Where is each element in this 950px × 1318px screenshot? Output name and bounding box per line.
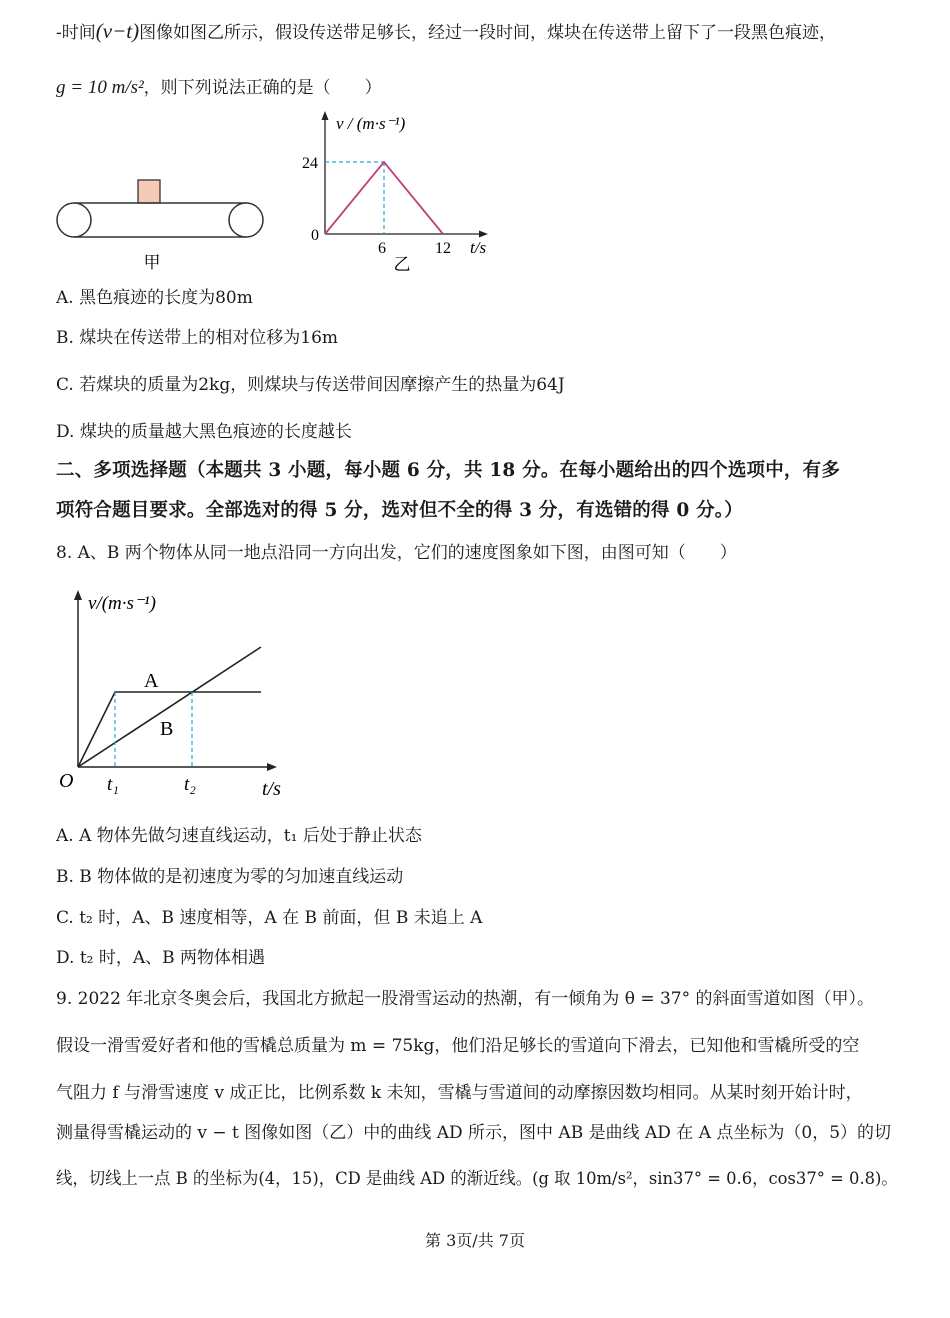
q8-y-arrow (74, 590, 82, 600)
q7-option-c: C. 若煤块的质量为2kg，则煤块与传送带间因摩擦产生的热量为64J (56, 375, 565, 395)
x-tick-12: 12 (435, 240, 451, 257)
q8-x-arrow (267, 763, 277, 771)
t2-label: t₂ (184, 774, 196, 795)
q8-y-label: v/(m·s⁻¹) (88, 593, 156, 614)
t1-label: t₁ (107, 774, 119, 795)
vt-graph-yi (292, 108, 507, 278)
q8-x-label: t/s (262, 778, 281, 800)
fig-jia-caption: 甲 (143, 253, 161, 273)
right-pulley (229, 203, 263, 237)
q8-vt-graph (55, 585, 300, 805)
q8-option-d: D. t₂ 时，A、B 两物体相遇 (56, 948, 266, 968)
q8-stem: 8. A、B 两个物体从同一地点沿同一方向出发，它们的速度图象如下图，由图可知（ ） (56, 543, 737, 563)
conveyor-figure (50, 172, 275, 277)
intro-prefix: -时间 (56, 23, 96, 43)
q7-option-a: A. 黑色痕迹的长度为80m (56, 288, 253, 308)
q8-option-c: C. t₂ 时，A、B 速度相等，A 在 B 前面，但 B 未追上 A (56, 908, 483, 928)
section2-heading-line2: 项符合题目要求。全部选对的得 5 分，选对但不全的得 3 分，有选错的得 0 分。） (56, 500, 743, 521)
label-b: B (160, 718, 174, 740)
q8-origin: O (59, 770, 74, 792)
left-pulley (57, 203, 91, 237)
fig-yi-caption: 乙 (393, 255, 411, 275)
intro-suffix: 图像如图乙所示，假设传送带足够长，经过一段时间，煤块在传送带上留下了一段黑色痕迹， (139, 23, 837, 43)
q9-line3: 气阻力 f 与滑雪速度 v 成正比，比例系数 k 未知，雪橇与雪道间的动摩擦因数均相同。从某时刻开始计时， (56, 1083, 863, 1103)
q7-option-b: B. 煤块在传送带上的相对位移为16m (56, 328, 339, 348)
section2-heading-line1: 二、多项选择题（本题共 3 小题，每小题 6 分，共 18 分。在每小题给出的四个选项中，有多 (56, 460, 841, 481)
x-axis-arrow (479, 231, 488, 238)
coal-block (138, 180, 160, 203)
y-tick-24: 24 (302, 155, 318, 172)
y-axis-label: v / (m·s⁻¹) (336, 114, 406, 133)
q9-line5: 线，切线上一点 B 的坐标为(4，15)，CD 是曲线 AD 的渐近线。(g 取 10m/s²，sin37° = 0.6，cos37° = 0.8)。 (56, 1169, 898, 1189)
intro-formula: (v−t) (95, 19, 140, 43)
page-footer: 第 3页/共 7页 (425, 1231, 525, 1250)
q9-line1: 9. 2022 年北京冬奥会后，我国北方掀起一股滑雪运动的热潮，有一倾角为 θ = 37° 的斜面雪道如图（甲）。 (56, 989, 875, 1009)
q7-option-d: D. 煤块的质量越大黑色痕迹的长度越长 (56, 422, 352, 442)
line-b (78, 647, 261, 767)
q8-option-a: A. A 物体先做匀速直线运动，t₁ 后处于静止状态 (56, 826, 422, 846)
q9-line2: 假设一滑雪爱好者和他的雪橇总质量为 m = 75kg，他们沿足够长的雪道向下滑去，已知他和雪橇所受的空 (56, 1036, 860, 1056)
q9-line4: 测量得雪橇运动的 v − t 图像如图（乙）中的曲线 AD 所示，图中 AB 是曲线 AD 在 A 点坐标为（0，5）的切 (56, 1123, 892, 1143)
x-axis-label: t/s (470, 238, 487, 257)
intro-line (56, 18, 836, 44)
label-a: A (144, 670, 159, 692)
g-line (56, 73, 382, 99)
g-suffix: ，则下列说法正确的是（ ） (143, 78, 382, 98)
x-tick-6: 6 (378, 240, 386, 257)
g-formula: g = 10 m/s² (56, 77, 144, 98)
q8-option-b: B. B 物体做的是初速度为零的匀加速直线运动 (56, 867, 404, 887)
origin-label: 0 (311, 227, 319, 244)
y-axis-arrow (322, 111, 329, 120)
